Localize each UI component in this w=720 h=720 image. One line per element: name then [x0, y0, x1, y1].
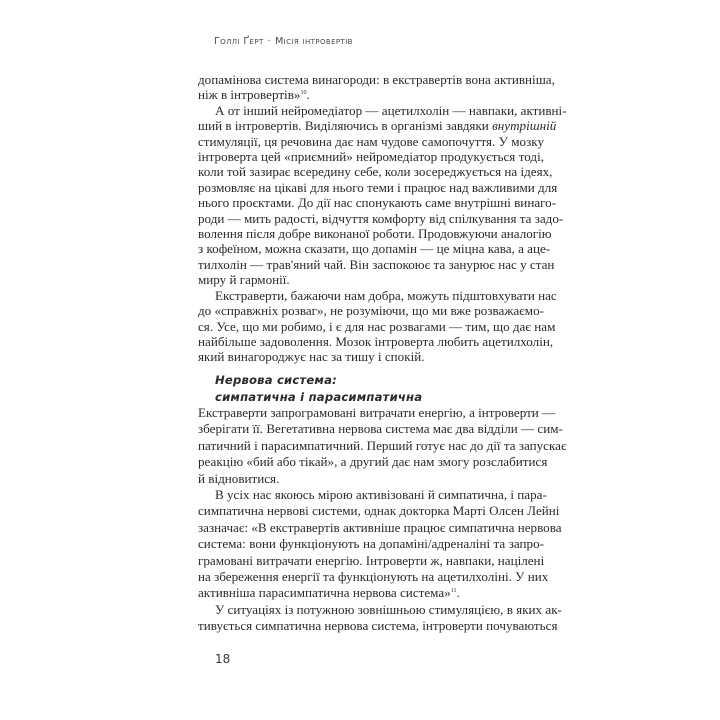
text-line: нього проєктами. До дії нас спонукають саме внутрішні винаго- — [198, 195, 557, 211]
text-line: симпатична нервові системи, однак докторка Марті Олсен Лейні — [198, 503, 560, 519]
text-line: миру й гармонії. — [198, 272, 290, 288]
text-line: В усіх нас якоюсь мірою активізовані й симпатична, і пара- — [215, 487, 547, 503]
body-text-top — [198, 72, 567, 365]
body-text-bottom — [198, 405, 567, 635]
section-heading — [215, 372, 422, 406]
text-line: патичний і парасимпатичний. Перший готує нас до дії та запускає — [198, 437, 567, 453]
section-heading-line: Нервова система: — [215, 373, 337, 387]
text-line: розмовляє на цікаві для нього теми і працює над важливими для — [198, 179, 558, 195]
text-line: інтроверта цей «приємний» нейромедіатор продукується тоді, — [198, 149, 544, 165]
running-head — [214, 36, 353, 47]
text-line: й відновитися. — [198, 470, 280, 486]
running-head-author: Голлі Ґерт — [214, 36, 264, 47]
text-line: Екстраверти запрограмовані витрачати енергію, а інтроверти — — [198, 405, 556, 420]
section-heading-line: симпатична і парасимпатична — [215, 390, 423, 404]
text-line: тивується симпатична нервова система, інтроверти почуваються — [198, 618, 558, 634]
text-line: зберігати її. Вегетативна нервова система має два відділи — сим- — [198, 421, 563, 437]
text-line: який винагороджує нас за тишу і спокій. — [198, 349, 425, 365]
text-line: на збереження енергії та функціонують на ацетилхоліні. У них — [198, 569, 549, 585]
emphasis: внутрішній — [492, 118, 557, 134]
text-line: активніша парасимпатична нервова система»$^{11}$. — [198, 585, 460, 601]
text-line: стимуляції, ця речовина дає нам чудове самопочуття. У мозку — [198, 133, 544, 149]
text-line: тилхолін — трав'яний чай. Він заспокоює та занурює нас у стан — [198, 256, 555, 272]
text-line: грамовані витрачати енергію. Інтроверти ж, навпаки, націлені — [198, 552, 545, 568]
running-head-separator: · — [267, 36, 272, 47]
text-line: допамінова система винагороди: в екстравертів вона активніша, — [198, 72, 555, 87]
page-number: 18 — [215, 652, 231, 666]
text-line: ший в інтровертів. Виділяючись в організмі завдяки внутрішній — [198, 118, 557, 134]
text-line: У ситуаціях із потужною зовнішньою стимуляцією, в яких ак- — [215, 601, 562, 617]
text-line: найбільше задоволення. Мозок інтроверта любить ацетилхолін, — [198, 333, 554, 349]
text-line: волення після добре виконаної роботи. Продовжуючи аналогію — [198, 226, 552, 242]
text-line: Екстраверти, бажаючи нам добра, можуть підштовхувати нас — [215, 287, 557, 303]
text-line: реакцію «бий або тікай», а другий дає нам змогу розслабитися — [198, 454, 548, 470]
text-line: ся. Усе, що ми робимо, і є для нас розвагами — тим, що дає нам — [198, 318, 556, 334]
text-line: А от інший нейромедіатор — ацетилхолін — навпаки, активні- — [215, 102, 567, 118]
footnote-ref[interactable]: 10 — [300, 90, 307, 97]
text-line: до «справжніх розваг», не розуміючи, що ми вже розважаємо- — [198, 303, 544, 319]
text-line: коли той зазирає всередину себе, коли зосереджується на ідеях, — [198, 164, 553, 180]
text-line: з кофеїном, можна сказати, що допамін — це міцна кава, а аце- — [198, 241, 551, 257]
text-line: роди — мить радості, відчуття комфорту від спілкування та задо- — [198, 210, 564, 226]
footnote-ref[interactable]: 11 — [450, 588, 457, 595]
text-line: ніж в інтровертів»$^{10}$. — [198, 87, 310, 103]
text-line: зазначає: «В екстравертів активніше працює симпатична нервова — [198, 519, 562, 535]
text-line: система: вони функціонують на допаміні/адреналіні та запро- — [198, 536, 544, 552]
running-head-title: Місія інтровертів — [275, 36, 353, 47]
